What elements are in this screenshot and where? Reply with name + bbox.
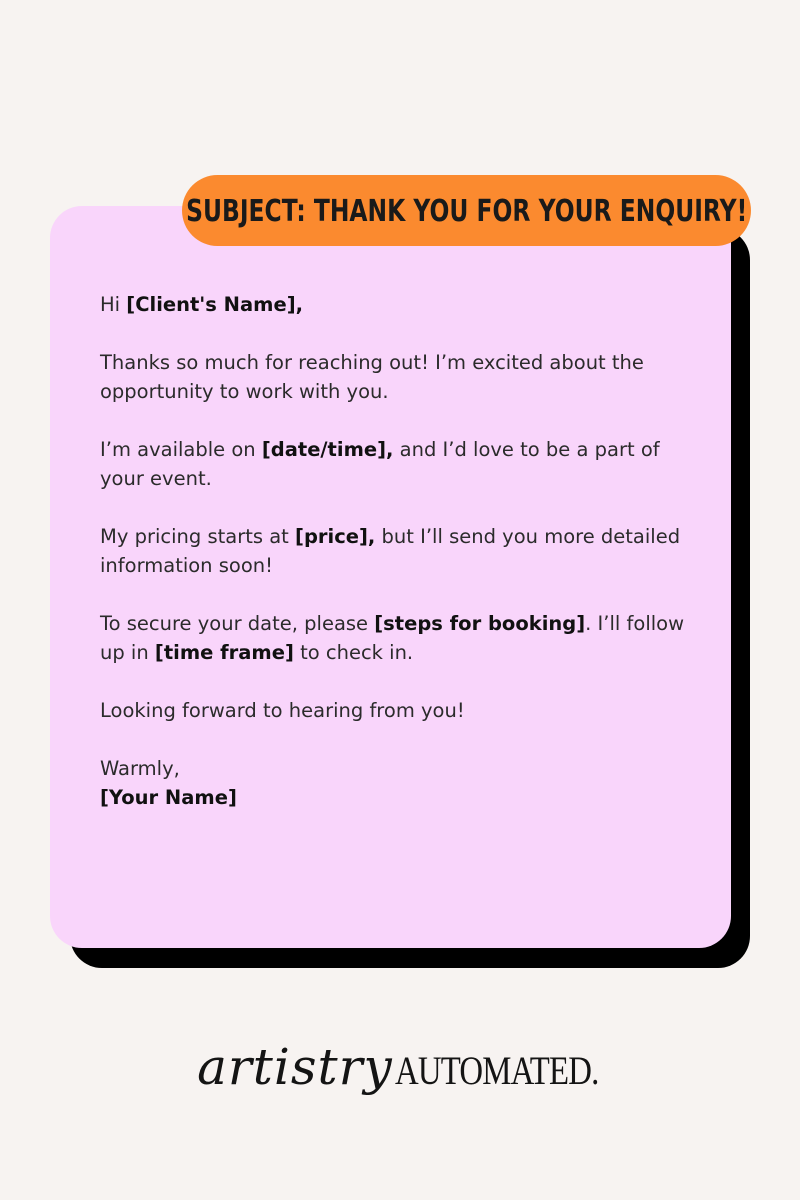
booking-steps-placeholder: [steps for booking]: [374, 612, 586, 635]
greeting-prefix: Hi: [100, 293, 127, 316]
paragraph-booking: [100, 609, 700, 667]
date-time-placeholder: [date/time],: [261, 438, 394, 461]
subject-badge: [182, 175, 751, 246]
logo-caps-text: AUTOMATED.: [394, 1048, 599, 1093]
paragraph-pricing: [100, 522, 700, 580]
greeting: [100, 290, 700, 319]
paragraph-closing-line: Looking forward to hearing from you!: [100, 699, 465, 722]
pricing-text-end: but I’ll send you more detailed information soon!: [100, 525, 681, 577]
booking-text: To secure your date, please: [100, 612, 375, 635]
signature-name: [100, 783, 700, 812]
paragraph-thanks: Thanks so much for reaching out! I’m excited about the opportunity to work with you.: [100, 351, 644, 403]
subject-line: SUBJECT: THANK YOU FOR YOUR ENQUIRY!: [185, 194, 748, 229]
sign-off: Warmly,: [100, 757, 180, 780]
paragraph-availability: [100, 435, 700, 493]
brand-logo: [0, 1038, 800, 1096]
your-name-placeholder: [Your Name]: [100, 786, 237, 809]
availability-text: I’m available on: [100, 438, 262, 461]
client-name-placeholder: [Client's Name],: [126, 293, 304, 316]
booking-text-end: to check in.: [293, 641, 414, 664]
price-placeholder: [price],: [295, 525, 376, 548]
time-frame-placeholder: [time frame]: [154, 641, 294, 664]
logo-script-text: artistry: [197, 1038, 393, 1096]
booking-text-middle: . I’ll follow up in: [100, 612, 685, 664]
email-body: [100, 290, 700, 812]
pricing-text: My pricing starts at: [100, 525, 296, 548]
availability-text-end: and I’d love to be a part of your event.: [100, 438, 660, 490]
